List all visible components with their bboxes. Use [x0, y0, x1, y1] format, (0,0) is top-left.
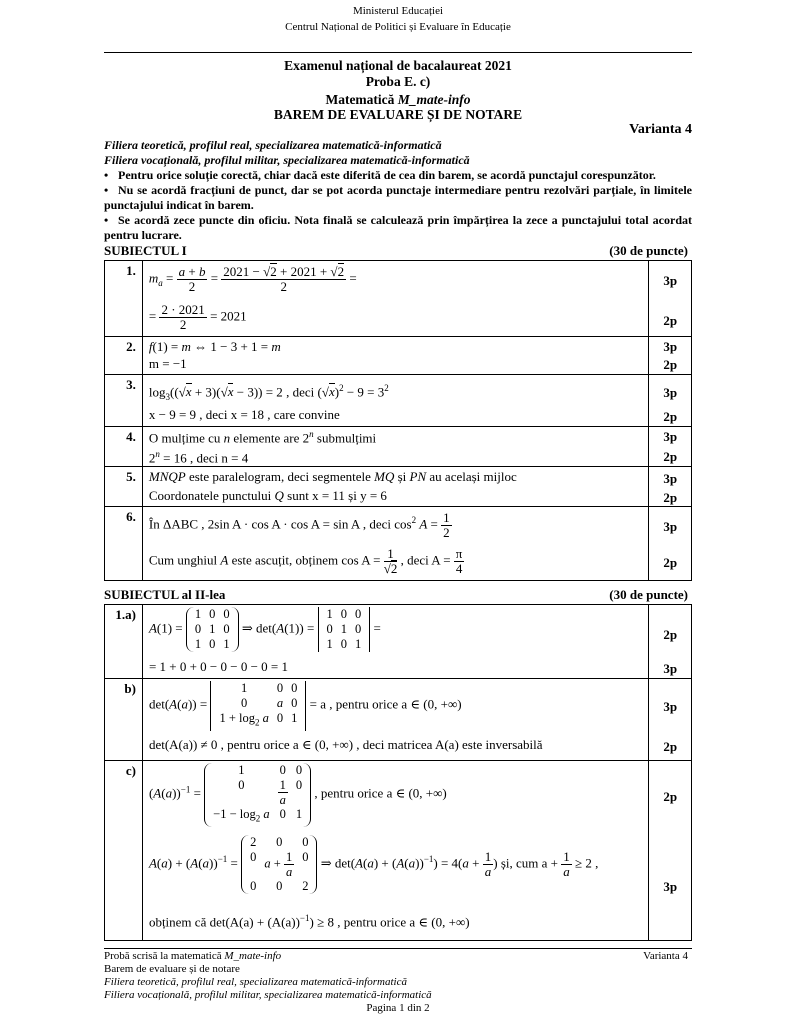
item-number: 6.	[126, 509, 136, 524]
matrix: 1 0 0 0 $\frac{1}{a}$ 0 $-1 - \log_2 a$ 0 1	[204, 763, 311, 827]
table-row	[105, 605, 692, 679]
table-row	[105, 375, 692, 427]
grading-notes	[104, 138, 692, 243]
page-footer	[104, 950, 692, 1002]
exam-proba: Proba E. c)	[365, 74, 431, 89]
note-bullet-3-text: Se acordă zece puncte din oficiu. Nota finală se calculează prin împărțirea la zece a punctajului total acordat pentru lucrare.	[104, 213, 692, 242]
item-number: c)	[125, 763, 136, 778]
item-4-line-2: $2^n = 16$ , deci n = 4	[148, 449, 249, 466]
note-bullet-3: • Se acordă zece puncte din oficiu. Nota finală se calculează prin împărțirea la zece a punctajului total acordat pentru lucrare.	[104, 213, 692, 242]
exam-title: Examenul național de bacalaureat 2021	[284, 58, 512, 73]
table-row	[105, 679, 692, 761]
score: 2p	[663, 313, 678, 328]
item-5-solution	[142, 467, 648, 507]
item-number: 2.	[126, 339, 136, 354]
table-row	[105, 261, 692, 337]
score: 3p	[663, 661, 678, 676]
score: 3p	[663, 699, 678, 714]
item-1a-solution	[142, 605, 648, 679]
score: 3p	[663, 385, 678, 400]
ministry-name: Ministerul Educației	[352, 5, 444, 17]
item-1c-line-3: obținem că $\det(A(a) + (A(a))^{-1}) \ge 8$ , pentru orice a ∈ (0, +∞)	[148, 913, 470, 930]
item-4-text-a: O mulțime cu	[148, 430, 221, 446]
item-1-solution	[142, 261, 648, 337]
item-3-solution	[142, 375, 648, 427]
item-number: 3.	[126, 377, 136, 392]
item-1a-line-2: = 1 + 0 + 0 − 0 − 0 − 0 = 1	[148, 659, 289, 674]
item-1b-line-2: det(A(a)) ≠ 0 , pentru orice a ∈ (0, +∞) , deci matricea A(a) este inversabilă	[148, 737, 543, 752]
table-row	[105, 467, 692, 507]
subject-1-points: (30 de puncte)	[609, 243, 688, 258]
footer-profile: M_mate-info	[224, 950, 282, 962]
item-1c-line-2: $A(a) + (A(a))^{-1}$ = 2 0 0 0 a + $\frac{1}{a}$ 0 0 0 2 ⇒ $\det(A(a) + (A(a))^{-1}) = 4(a$ + $\frac{1}{a}$ ) și, cum a + $\frac{1}{a}$ ≥ 2 ,	[148, 835, 599, 893]
score: 2p	[663, 357, 678, 372]
score: 3p	[663, 339, 678, 354]
subject-1-heading	[104, 243, 688, 259]
item-5-text-d: Coordonatele punctului	[148, 488, 272, 503]
item-5-text-c: au același mijloc	[429, 469, 517, 484]
item-4-text-b: elemente are	[233, 430, 300, 446]
item-5-text-b: și	[397, 469, 407, 484]
item-2-solution	[142, 337, 648, 375]
footer-line-3: Filiera teoretică, profilul real, specializarea matematică-informatică	[104, 976, 407, 988]
item-number: 4.	[126, 429, 136, 444]
table-row	[105, 427, 692, 467]
determinant: 1 0 0 0 a 0 $1 + \log_2 a$ 0 1	[210, 681, 306, 731]
subject-name: Matematică	[325, 92, 395, 107]
score: 3p	[663, 471, 678, 486]
item-4-solution	[142, 427, 648, 467]
table-row	[105, 337, 692, 375]
item-6-line-1: În ΔABC , 2sin A · cos A · cos A = sin A , deci $\cos^2 A$ = $\frac{1}{2}$	[148, 510, 450, 540]
item-1c-text-c: ≥ 2 ,	[574, 855, 599, 871]
matrix: 1 0 0 0 1 0 1 0 1	[186, 607, 239, 652]
item-number: 5.	[126, 469, 136, 484]
table-row	[105, 761, 692, 941]
item-2-line-1: f(1) = m ⇔ 1 − 3 + 1 = m	[148, 339, 281, 354]
subject-1-table	[104, 260, 692, 581]
score: 2p	[663, 789, 678, 804]
item-3-line-2: x − 9 = 9 , deci x = 18 , care convine	[148, 407, 340, 422]
item-4-line-1: O mulțime cu n elemente are 2$^n$ submulțimi	[148, 429, 377, 446]
center-name: Centrul Național de Politici și Evaluare în Educație	[285, 21, 511, 33]
item-3-deci: , deci	[286, 384, 315, 400]
footer-divider	[104, 948, 692, 949]
item-1-line-1: $m_a$ = $\frac{a + b}{2}$ = $\frac{2021 - √2 + 2021 + √2}{2}$ =	[148, 264, 357, 294]
item-1b-line-1: det(A(a)) = 1 0 0 0 a 0 $1 + \log_2 a$ 0 1 = a , pentru orice a ∈ (0, +∞)	[149, 681, 462, 731]
header-divider	[104, 52, 692, 53]
matrix: 2 0 0 0 a + $\frac{1}{a}$ 0 0 0 2	[241, 835, 317, 894]
score: 2p	[663, 409, 678, 424]
item-6-text-d: , deci A =	[400, 552, 451, 568]
item-2-line-2: m = −1	[148, 356, 187, 371]
item-4-text-d: , deci n = 4	[189, 450, 249, 466]
item-6-text-a: În ΔABC , 2sin A · cos A · cos A = sin A , deci cos	[148, 516, 412, 532]
item-1a-line-1: A(1) = 1 0 0 0 1 0 1 0 1 ⇒ det(A(1)) = 1 0 0 0 1 0 1 0 1 =	[148, 607, 381, 651]
item-5-line-2: Coordonatele punctului Q sunt x = 11 și y = 6	[148, 488, 387, 503]
score: 2p	[663, 627, 678, 642]
subject-2-points: (30 de puncte)	[609, 587, 688, 602]
subject-profile: M_mate-info	[397, 92, 471, 107]
item-1c-text-a: , pentru orice a ∈ (0, +∞)	[314, 785, 447, 801]
score: 2p	[663, 449, 678, 464]
determinant: 1 0 0 0 1 0 1 0 1	[318, 607, 371, 652]
item-1c-text-b: și, cum a +	[500, 855, 562, 871]
item-6-solution	[142, 507, 648, 581]
score: 2p	[663, 490, 678, 505]
footer-line-4: Filiera vocațională, profilul militar, specializarea matematică-informatică	[104, 989, 432, 1001]
note-bullet-2: • Nu se acordă fracțiuni de punct, dar se pot acorda punctaje intermediare pentru rezolvări parțiale, în limitele punctajului indicat în barem.	[104, 183, 692, 212]
filiera-teoretica: Filiera teoretică, profilul real, specializarea matematică-informatică	[104, 138, 442, 152]
note-bullet-1-text: Pentru orice soluție corectă, chiar dacă este diferită de cea din barem, se acordă punctajul corespunzător.	[118, 168, 656, 182]
item-1-line-2: = $\frac{2 \cdot 2021}{2}$ = 2021	[148, 302, 247, 332]
item-6-text-b: Cum unghiul	[148, 552, 218, 568]
variant-label: Varianta 4	[629, 122, 692, 137]
table-row	[105, 507, 692, 581]
score: 3p	[663, 519, 678, 534]
subject-2-heading	[104, 587, 688, 603]
item-1c-text-d: obținem că det(A(a) + (A(a))	[148, 914, 300, 930]
item-5-text-e: sunt x = 11 și y = 6	[287, 488, 387, 503]
score: 2p	[663, 555, 678, 570]
item-6-text-c: este ascuțit, obținem cos A =	[231, 552, 381, 568]
item-3-line-1: $\log_3((√x + 3)(√x - 3)) = 2$ , deci $(√x)^2 - 9 = 3^2$	[148, 383, 389, 402]
item-4-text-c: submulțimi	[316, 430, 377, 446]
item-number: 1.	[126, 263, 136, 278]
item-1c-line-1: $(A(a))^{-1}$ = 1 0 0 0 $\frac{1}{a}$ 0 $-1 - \log_2 a$ 0 1 , pentru orice a ∈ (0, +∞)	[149, 763, 447, 827]
barem-title: BAREM DE EVALUARE ȘI DE NOTARE	[273, 107, 523, 122]
subject-2-table	[104, 604, 692, 941]
note-bullet-1: • Pentru orice soluție corectă, chiar dacă este diferită de cea din barem, se acordă punctajul corespunzător.	[104, 168, 656, 182]
score: 3p	[663, 429, 678, 444]
note-bullet-2-text: Nu se acordă fracțiuni de punct, dar se pot acorda punctaje intermediare pentru rezolvări parțiale, în limitele punctajului indicat în barem.	[104, 183, 692, 212]
score: 2p	[663, 739, 678, 754]
filiera-vocationala: Filiera vocațională, profilul militar, specializarea matematică-informatică	[104, 153, 470, 167]
exam-subject	[104, 92, 692, 108]
item-1c-solution	[142, 761, 648, 941]
footer-variant: Varianta 4	[643, 950, 688, 962]
item-number: b)	[124, 681, 136, 696]
page-number: Pagina 1 din 2	[366, 1002, 430, 1014]
item-1b-solution	[142, 679, 648, 761]
footer-line-2: Barem de evaluare și de notare	[104, 963, 240, 975]
score: 3p	[663, 879, 678, 894]
footer-prefix: Probă scrisă la matematică	[104, 950, 222, 962]
score: 3p	[663, 273, 678, 288]
item-1c-text-e: ) ≥ 8 , pentru orice a ∈ (0, +∞)	[309, 914, 470, 930]
item-5-line-1: MNQP este paralelogram, deci segmentele MQ și PN au același mijloc	[148, 469, 517, 484]
item-number: 1.a)	[115, 607, 136, 622]
footer-line-1	[104, 950, 692, 963]
subject-2-title: SUBIECTUL al II-lea	[104, 587, 226, 602]
subject-1-title: SUBIECTUL I	[104, 243, 187, 258]
item-5-text-a: este paralelogram, deci segmentele	[188, 469, 371, 484]
item-1b-text-a: = a , pentru orice a ∈ (0, +∞)	[309, 696, 462, 712]
item-6-line-2: Cum unghiul A este ascuțit, obținem cos A = $\frac{1}{√2}$ , deci A = $\frac{\pi}{4}$	[148, 546, 463, 576]
